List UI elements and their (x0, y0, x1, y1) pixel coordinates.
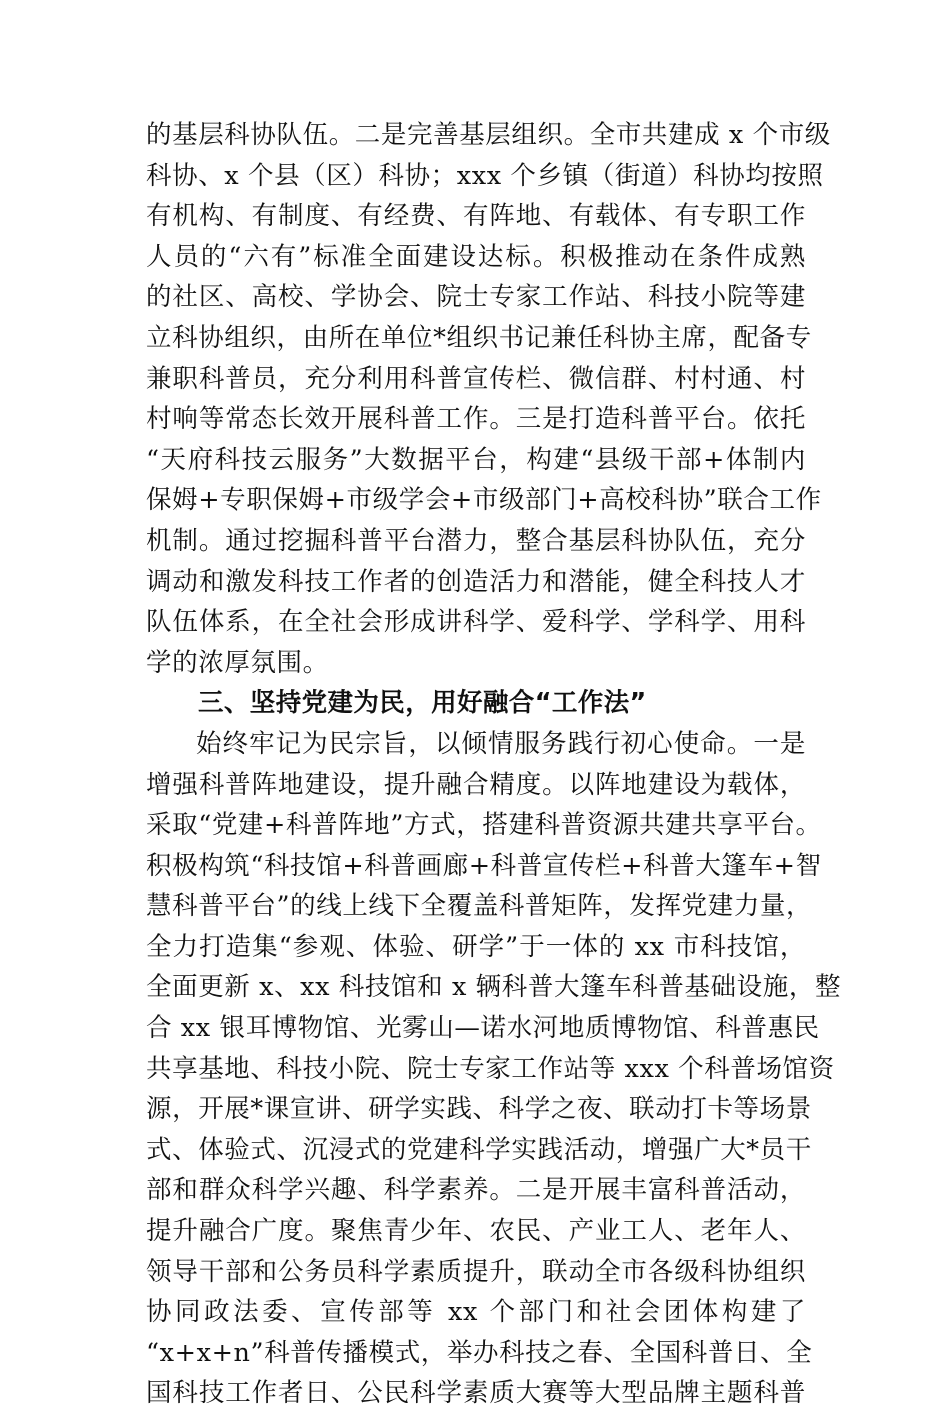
text-line: 提升融合广度。聚焦青少年、农民、产业工人、老年人、 (146, 1216, 806, 1247)
text-line: 的社区、高校、学协会、院士专家工作站、科技小院等建 (146, 282, 806, 313)
text-line: 共享基地、科技小院、院士专家工作站等 xxx 个科普场馆资 (146, 1053, 835, 1084)
text-line: 机制。通过挖掘科普平台潜力，整合基层科协队伍，充分 (146, 525, 806, 556)
text-line: 有机构、有制度、有经费、有阵地、有载体、有专职工作 (146, 201, 806, 232)
text-line: 式、体验式、沉浸式的党建科学实践活动，增强广大*员干 (146, 1134, 812, 1165)
text-line: 村响等常态长效开展科普工作。三是打造科普平台。依托 (146, 404, 806, 435)
text-line: 全面更新 x、xx 科技馆和 x 辆科普大篷车科普基础设施，整 (146, 972, 842, 1003)
text-line: “天府科技云服务”大数据平台，构建“县级干部+体制内 (146, 444, 806, 475)
text-line: 科协、x 个县（区）科协；xxx 个乡镇（街道）科协均按照 (146, 160, 824, 191)
text-line: 学的浓厚氛围。 (146, 647, 329, 678)
text-line: 立科协组织，由所在单位*组织书记兼任科协主席，配备专 (146, 322, 812, 353)
text-line: 积极构筑“科技馆+科普画廊+科普宣传栏+科普大篷车+智 (146, 850, 822, 881)
text-line: 人员的“六有”标准全面建设达标。积极推动在条件成熟 (146, 241, 806, 272)
section-heading: 三、坚持党建为民，用好融合“工作法” (198, 688, 647, 719)
text-line: 领导干部和公务员科学素质提升，联动全市各级科协组织 (146, 1256, 806, 1287)
text-line: 国科技工作者日、公民科学素质大赛等大型品牌主题科普 (146, 1378, 806, 1409)
text-line: 增强科普阵地建设，提升融合精度。以阵地建设为载体， (146, 769, 806, 800)
text-line: 部和群众科学兴趣、科学素养。二是开展丰富科普活动， (146, 1175, 806, 1206)
text-line: “x+x+n”科普传播模式，举办科技之春、全国科普日、全 (146, 1337, 813, 1368)
paragraph-first-line: 始终牢记为民宗旨，以倾情服务践行初心使命。一是 (196, 728, 806, 759)
text-line: 队伍体系，在全社会形成讲科学、爱科学、学科学、用科 (146, 607, 806, 638)
text-line: 源，开展*课宣讲、研学实践、科学之夜、联动打卡等场景 (146, 1094, 812, 1125)
text-line: 兼职科普员，充分利用科普宣传栏、微信群、村村通、村 (146, 363, 806, 394)
text-line: 全力打造集“参观、体验、研学”于一体的 xx 市科技馆， (146, 931, 806, 962)
text-line: 调动和激发科技工作者的创造活力和潜能，健全科技人才 (146, 566, 806, 597)
text-line: 保姆+专职保姆+市级学会+市级部门+高校科协”联合工作 (146, 485, 822, 516)
text-line: 采取“党建+科普阵地”方式，搭建科普资源共建共享平台。 (146, 810, 822, 841)
body-text (146, 115, 842, 1414)
text-line: 的基层科协队伍。二是完善基层组织。全市共建成 x 个市级 (146, 120, 831, 150)
text-line: 协同政法委、宣传部等 xx 个部门和社会团体构建了 (146, 1297, 806, 1328)
text-line: 慧科普平台”的线上线下全覆盖科普矩阵，发挥党建力量， (146, 891, 813, 922)
text-line: 合 xx 银耳博物馆、光雾山—诺水河地质博物馆、科普惠民 (146, 1013, 820, 1044)
